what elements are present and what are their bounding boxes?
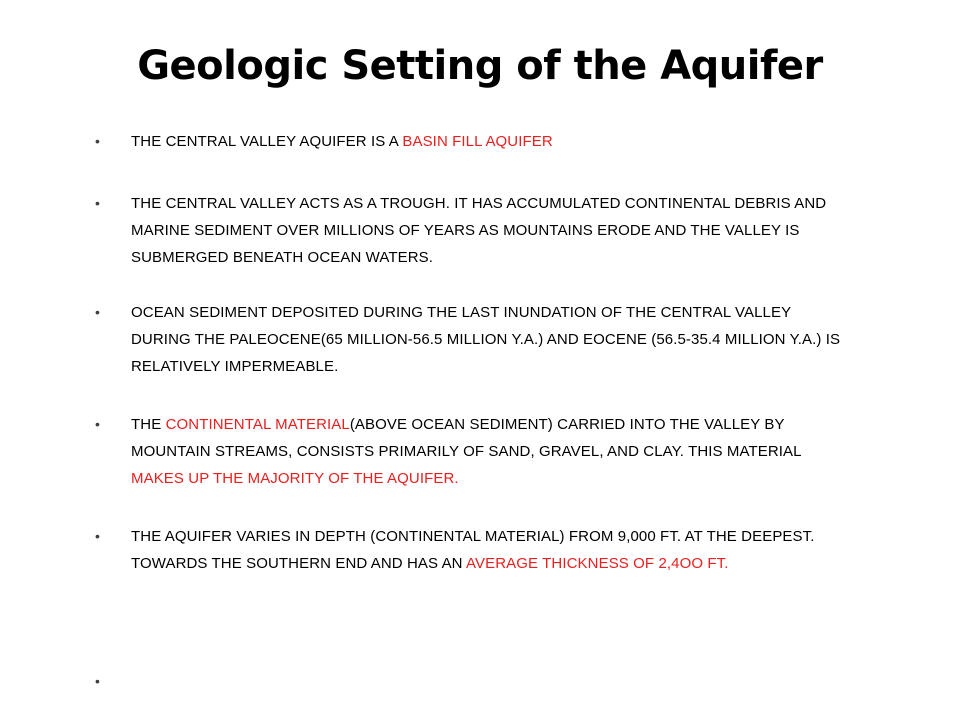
- bullet-text: THE CENTRAL VALLEY AQUIFER IS A: [131, 133, 403, 150]
- bullet-item-empty: [131, 668, 843, 695]
- bullet-highlight: BASIN FILL AQUIFER: [402, 133, 553, 150]
- bullet-text: OCEAN SEDIMENT DEPOSITED DURING THE LAST INUNDATION OF THE CENTRAL VALLEY DURING THE PALEOCENE(65 MILLION-56.5 MILLION Y.A.) AND EOCENE (56.5-35.4 MILLION Y.A.) IS RELATIVELY IMPERMEABLE.: [131, 304, 841, 375]
- bullet-text: THE CENTRAL VALLEY ACTS AS A TROUGH. IT HAS ACCUMULATED CONTINENTAL DEBRIS AND MARINE SEDIMENT OVER MILLIONS OF YEARS AS MOUNTAINS ERODE AND THE VALLEY IS SUBMERGED BENEATH OCEAN WATERS.: [131, 195, 827, 266]
- slide-title: Geologic Setting of the Aquifer: [137, 43, 823, 89]
- bullet-item: [131, 128, 843, 155]
- bullet-text: THE AQUIFER VARIES IN DEPTH (CONTINENTAL MATERIAL) FROM 9,000 FT. AT THE DEEPEST. TOWARDS THE SOUTHERN END AND HAS AN: [131, 528, 815, 572]
- bullet-item: [131, 299, 843, 380]
- bullet-item: [131, 523, 843, 577]
- bullet-item: [131, 411, 843, 492]
- bullet-text: THE: [131, 416, 166, 433]
- bullet-text: (ABOVE OCEAN SEDIMENT) CARRIED INTO THE VALLEY BY MOUNTAIN STREAMS, CONSISTS PRIMARILY OF SAND, GRAVEL, AND CLAY. THIS MATERIAL: [131, 416, 802, 460]
- bullet-highlight: MAKES UP THE MAJORITY OF THE AQUIFER.: [131, 470, 459, 487]
- bullet-highlight: CONTINENTAL MATERIAL: [165, 416, 350, 433]
- bullet-item: [131, 190, 843, 271]
- bullet-highlight: AVERAGE THICKNESS OF 2,4OO FT.: [466, 555, 729, 572]
